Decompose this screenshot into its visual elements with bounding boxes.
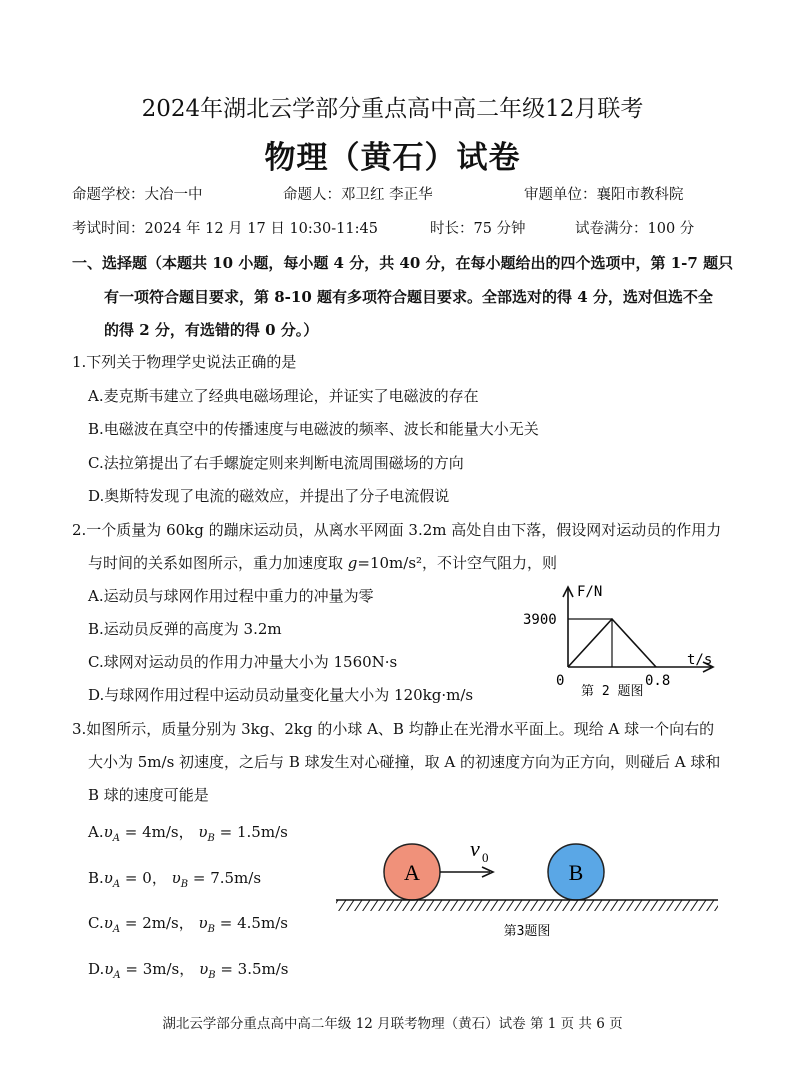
q2-stem-line2a: 与时间的关系如图所示，重力加速度取 bbox=[88, 554, 348, 572]
ball-b-label: B bbox=[568, 860, 584, 885]
q3-stem-line1: 3.如图所示，质量分别为 3kg、2kg 的小球 A、B 均静止在光滑水平面上。现给 A 球一个向右的 bbox=[72, 720, 715, 738]
option-va: 2m/s bbox=[142, 914, 179, 932]
section-instructions-line3: 的得 2 分，有选错的得 0 分。） bbox=[104, 321, 319, 339]
meta-reviewer: 审题单位：襄阳市教科院 bbox=[524, 187, 684, 203]
q3-stem-line2: 大小为 5m/s 初速度，之后与 B 球发生对心碰撞，取 A 的初速度方向为正方向，则碰后 A 球和 bbox=[88, 753, 721, 771]
q2-option-b: B.运动员反弹的高度为 3.2m bbox=[88, 620, 282, 638]
section-instructions-line2: 有一项符合题目要求，第 8-10 题有多项符合题目要求。全部选对的得 4 分，选对但选不全 bbox=[104, 288, 713, 306]
q2-option-d: D.与球网作用过程中运动员动量变化量大小为 120kg·m/s bbox=[88, 686, 474, 704]
ground-hatching bbox=[336, 900, 718, 911]
q2-option-a: A.运动员与球网作用过程中重力的冲量为零 bbox=[88, 587, 374, 605]
graph-x-axis-label: t/s bbox=[687, 652, 713, 668]
option-letter: C. bbox=[88, 914, 104, 932]
option-sep: ， bbox=[179, 960, 195, 978]
meta-time: 考试时间：2024 年 12 月 17 日 10:30-11:45 bbox=[72, 221, 378, 237]
q1-option-c: C.法拉第提出了右手螺旋定则来判断电流周围磁场的方向 bbox=[88, 454, 464, 472]
figure-caption: 第3题图 bbox=[503, 924, 551, 939]
meta-duration: 时长：75 分钟 bbox=[430, 221, 526, 237]
q2-stem-line1: 2.一个质量为 60kg 的蹦床运动员，从离水平网面 3.2m 高处自由下落，假设网对运动员的作用力 bbox=[72, 521, 722, 539]
q1-stem: 1.下列关于物理学史说法正确的是 bbox=[72, 353, 297, 371]
velocity-subscript: 0 bbox=[482, 850, 489, 865]
graph-origin-label: 0 bbox=[556, 673, 565, 689]
q3-option-c: $C.\upsilon_A = 2m/s$， $\upsilon_B = 4.5m/s$ bbox=[88, 914, 288, 935]
graph-caption: 第 2 题图 bbox=[581, 684, 644, 699]
q2-option-c: C.球网对运动员的作用力冲量大小为 1560N·s bbox=[88, 653, 398, 671]
ball-a-label: A bbox=[404, 860, 420, 885]
q2-gravity-symbol: g bbox=[347, 554, 358, 572]
q3-option-d: $D.\upsilon_A = 3m/s$， $\upsilon_B = 3.5m/s$ bbox=[88, 960, 289, 981]
option-letter: D. bbox=[88, 960, 105, 978]
q3-option-a: $A.\upsilon_A = 4m/s$， $\upsilon_B = 1.5m/s$ bbox=[88, 823, 288, 844]
meta-school: 命题学校：大冶一中 bbox=[72, 187, 203, 203]
option-sep: ， bbox=[151, 869, 167, 887]
option-vb: 4.5m/s bbox=[237, 914, 288, 932]
q3-stem-line3: B 球的速度可能是 bbox=[88, 786, 209, 804]
section-instructions-line1: 一、选择题（本题共 10 小题，每小题 4 分，共 40 分，在每小题给出的四个选项中，第 1-7 题只 bbox=[72, 254, 734, 272]
exam-title: 2024年湖北云学部分重点高中高二年级12月联考 bbox=[141, 96, 644, 122]
page-footer: 湖北云学部分重点高中高二年级 12 月联考物理（黄石）试卷 第 1 页 共 6 页 bbox=[162, 1016, 623, 1032]
meta-score: 试卷满分：100 分 bbox=[575, 221, 695, 237]
option-va: 4m/s bbox=[142, 823, 179, 841]
meta-author: 命题人：邓卫红 李正华 bbox=[283, 187, 433, 203]
option-vb: 7.5m/s bbox=[210, 869, 262, 887]
graph-peak-label: 3900 bbox=[523, 612, 557, 628]
q2-force-time-graph bbox=[515, 575, 725, 705]
q1-option-b: B.电磁波在真空中的传播速度与电磁波的频率、波长和能量大小无关 bbox=[88, 420, 539, 438]
option-letter: A. bbox=[88, 823, 104, 841]
graph-y-axis-label: F/N bbox=[577, 584, 603, 600]
option-va: 3m/s bbox=[142, 960, 180, 978]
option-letter: B. bbox=[88, 869, 104, 887]
q1-option-d: D.奥斯特发现了电流的磁效应，并提出了分子电流假说 bbox=[88, 487, 450, 505]
q3-option-b: $B.\upsilon_A = 0$， $\upsilon_B = 7.5m/s$ bbox=[88, 869, 262, 890]
option-va: 0 bbox=[142, 869, 152, 887]
graph-end-label: 0.8 bbox=[645, 673, 671, 689]
q2-stem-line2b: =10m/s²，不计空气阻力，则 bbox=[357, 554, 558, 572]
velocity-label: v bbox=[470, 836, 480, 861]
q3-collision-figure bbox=[330, 828, 725, 943]
option-vb: 1.5m/s bbox=[237, 823, 288, 841]
option-vb: 3.5m/s bbox=[237, 960, 289, 978]
option-sep: ， bbox=[178, 823, 194, 841]
q1-option-a: A.麦克斯韦建立了经典电磁场理论，并证实了电磁波的存在 bbox=[88, 387, 479, 405]
option-sep: ， bbox=[178, 914, 194, 932]
q2-stem-line2 bbox=[88, 552, 557, 573]
exam-subtitle: 物理（黄石）试卷 bbox=[264, 140, 521, 176]
